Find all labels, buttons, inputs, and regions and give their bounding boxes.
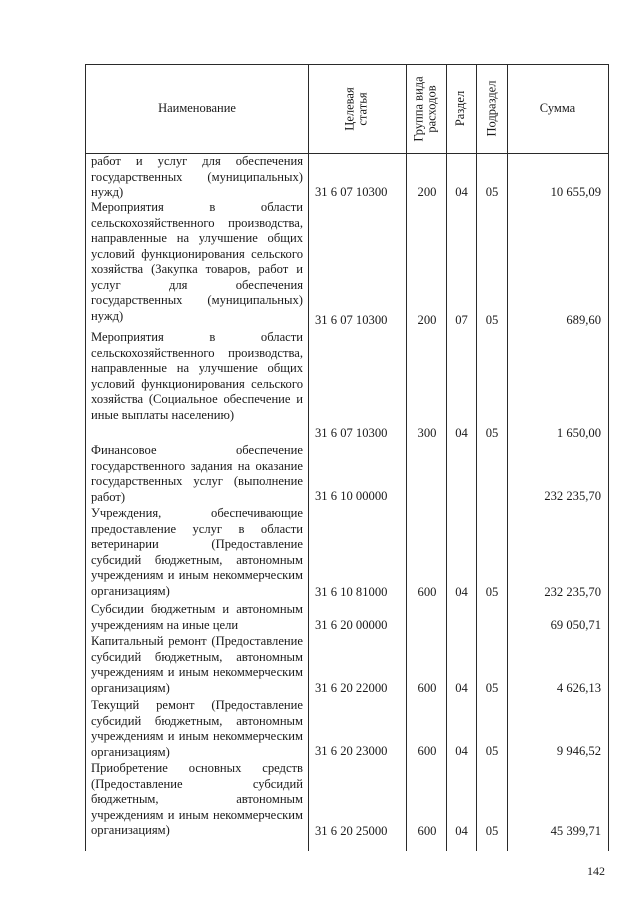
row-name: Учреждения, обеспечивающие предоставление услуг в области ветеринарии (Предоставление субсидий бюджетным, автономным учреждениям и иным некоммерческим организациям) — [91, 506, 303, 598]
row-section: 04 — [455, 585, 468, 599]
column-divider — [507, 64, 508, 851]
row-name: Субсидии бюджетным и автономным учреждениям на иные цели — [91, 602, 303, 632]
row-subsection: 05 — [485, 426, 499, 440]
row-group: 600 — [417, 681, 437, 695]
row-name: Мероприятия в области сельскохозяйственного производства, направленные на улучшение общих условий функционирования сельского хозяйства (Закупка товаров, работ и услуг для обеспечения государственных (муниципальных) нужд) — [91, 200, 303, 323]
row-subsection: 05 — [485, 744, 499, 758]
row-subsection: 05 — [485, 585, 499, 599]
page-number: 142 — [587, 864, 605, 878]
row-code: 31 6 20 22000 — [315, 681, 388, 695]
header-group-line1: Группа вида — [412, 75, 427, 142]
row-sum: 1 650,00 — [556, 426, 601, 440]
row-subsection: 05 — [485, 313, 499, 327]
row-group: 600 — [417, 824, 437, 838]
row-name: Капитальный ремонт (Предоставление субсидий бюджетным, автономным учреждениям и иным некоммерческим организациям) — [91, 634, 303, 695]
row-name: Текущий ремонт (Предоставление субсидий бюджетным, автономным учреждениям и иным некоммерческим организациям) — [91, 698, 303, 759]
header-name-label: Наименование — [158, 101, 236, 115]
header-target-line1: Целевая — [343, 86, 357, 131]
header-name — [86, 64, 308, 153]
row-code: 31 6 07 10300 — [315, 426, 388, 440]
row-group: 300 — [417, 426, 437, 440]
row-subsection: 05 — [485, 824, 499, 838]
row-sum: 232 235,70 — [544, 489, 601, 503]
row-code: 31 6 10 81000 — [315, 585, 388, 599]
row-sum: 45 399,71 — [550, 824, 601, 838]
header-target-line2: статья — [356, 91, 370, 126]
row-section: 07 — [455, 313, 468, 327]
row-code: 31 6 20 00000 — [315, 618, 388, 632]
row-name: работ и услуг для обеспечения государственных (муниципальных) нужд) — [91, 154, 303, 199]
row-section: 04 — [455, 426, 468, 440]
row-sum: 232 235,70 — [544, 585, 601, 599]
header-group-line2: расходов — [425, 84, 440, 133]
header-subsection — [476, 64, 507, 153]
row-sum: 69 050,71 — [550, 618, 601, 632]
row-sum: 689,60 — [566, 313, 601, 327]
row-group: 200 — [417, 313, 437, 327]
row-section: 04 — [455, 681, 468, 695]
header-group — [406, 64, 446, 153]
row-sum: 4 626,13 — [556, 681, 601, 695]
column-divider — [476, 64, 477, 851]
header-sum-label: Сумма — [539, 101, 576, 115]
row-code: 31 6 07 10300 — [315, 313, 388, 327]
row-group: 200 — [417, 185, 437, 199]
column-divider — [446, 64, 447, 851]
row-code: 31 6 20 25000 — [315, 824, 388, 838]
header-section — [446, 64, 476, 153]
row-section: 04 — [455, 824, 468, 838]
row-group: 600 — [417, 585, 437, 599]
budget-table — [85, 64, 609, 851]
row-code: 31 6 20 23000 — [315, 744, 388, 758]
row-sum: 10 655,09 — [550, 185, 601, 199]
header-sum — [507, 64, 608, 153]
row-name: Приобретение основных средств (Предоставление субсидий бюджетным, автономным учреждениям и иным некоммерческим организациям) — [91, 761, 303, 837]
row-section: 04 — [455, 744, 468, 758]
row-sum: 9 946,52 — [556, 744, 601, 758]
column-divider — [308, 64, 309, 851]
row-code: 31 6 07 10300 — [315, 185, 388, 199]
row-name: Мероприятия в области сельскохозяйственного производства, направленные на улучшение общих условий функционирования сельского хозяйства (Социальное обеспечение и иные выплаты населению) — [91, 330, 303, 422]
header-section-label: Раздел — [453, 90, 468, 127]
column-divider — [406, 64, 407, 851]
header-subsection-label: Подраздел — [484, 80, 498, 137]
header-target — [308, 64, 406, 153]
row-section: 04 — [455, 185, 468, 199]
row-subsection: 05 — [485, 681, 499, 695]
row-group: 600 — [417, 744, 437, 758]
row-subsection: 05 — [485, 185, 499, 199]
row-code: 31 6 10 00000 — [315, 489, 388, 503]
row-name: Финансовое обеспечение государственного задания на оказание государственных услуг (выполнение работ) — [91, 443, 303, 504]
